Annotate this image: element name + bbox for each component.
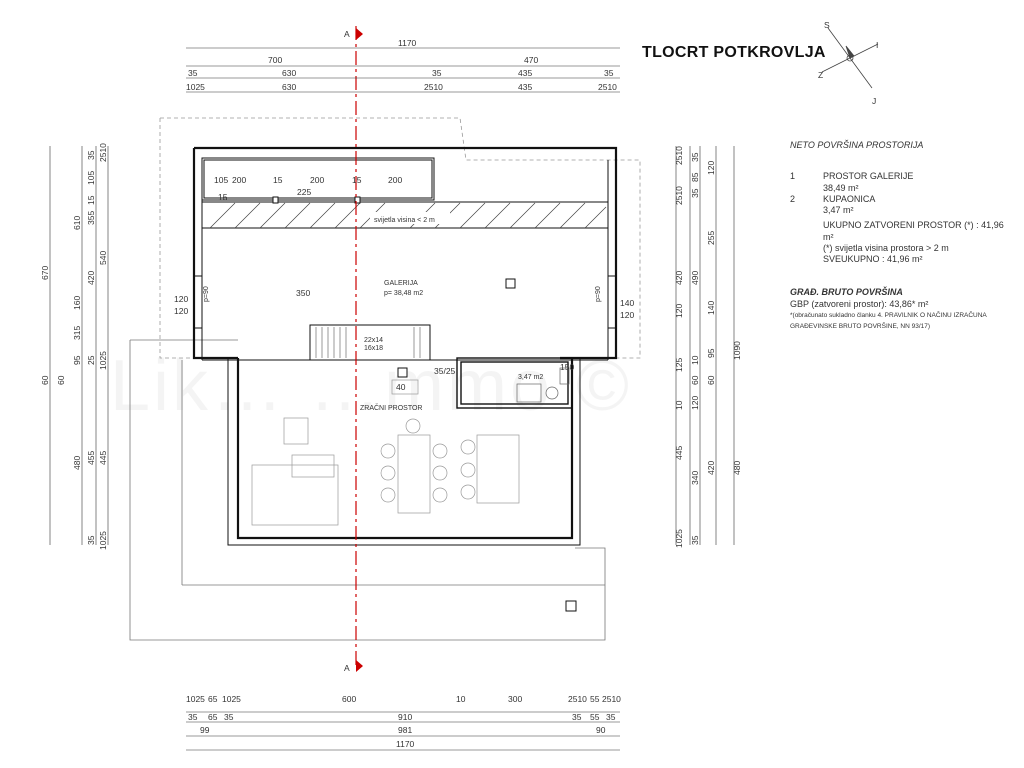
legend-num: 2 <box>790 193 796 204</box>
compass-w: Z <box>818 70 824 80</box>
legend-heading: NETO POVRŠINA PROSTORIJA <box>790 140 924 150</box>
dim: 2510 <box>568 694 587 704</box>
dim: 420 <box>706 460 716 475</box>
dim: 2510 <box>674 146 684 165</box>
dim: 255 <box>706 230 716 245</box>
bathroom <box>457 358 575 408</box>
dim: 35 <box>188 68 198 78</box>
dim: 65 <box>208 694 218 704</box>
drawing-title: TLOCRT POTKROVLJA <box>642 44 826 61</box>
dim: 10 <box>456 694 466 704</box>
dims-right <box>674 146 742 548</box>
window-left: p=90 <box>203 286 210 302</box>
dim: 2510 <box>424 82 443 92</box>
dim: 981 <box>398 725 413 735</box>
dim: 910 <box>398 712 413 722</box>
dim-top-b: 470 <box>524 55 539 65</box>
dim: 140 <box>620 298 635 308</box>
gbp-note-2: GRAĐEVINSKE BRUTO POVRŠINE, NN 93/17) <box>790 322 931 330</box>
dim: 60 <box>690 375 700 385</box>
dim: 85 <box>690 172 700 182</box>
section-marker-bottom: A <box>344 663 350 673</box>
dim: 90 <box>596 725 606 735</box>
height-note: svijetla visina < 2 m <box>374 217 435 224</box>
legend-note: (*) svijetla visina prostora > 2 m <box>823 242 949 253</box>
dim: 1170 <box>396 739 415 749</box>
dim: 2510 <box>674 186 684 205</box>
dim: 60 <box>56 375 66 385</box>
dim: 630 <box>282 68 297 78</box>
dim: 200 <box>232 175 247 185</box>
dim: 120 <box>620 310 635 320</box>
compass-icon <box>822 28 878 88</box>
legend-name: KUPAONICA <box>823 193 876 204</box>
dim: 125 <box>674 357 684 372</box>
dim: 435 <box>518 82 533 92</box>
dim: 300 <box>508 694 523 704</box>
dim: 40 <box>396 382 406 392</box>
dim: 1025 <box>186 82 205 92</box>
dim: 95 <box>72 355 82 365</box>
dim: 150 <box>560 362 575 372</box>
dim: 1025 <box>98 351 108 370</box>
dim: 200 <box>310 175 325 185</box>
legend-item <box>790 194 1015 205</box>
stairs-label: 22x14 <box>364 337 384 344</box>
dim: 35 <box>572 712 582 722</box>
dim: 95 <box>706 348 716 358</box>
dim: 435 <box>518 68 533 78</box>
dim: 1025 <box>222 694 241 704</box>
dim: 15 <box>352 175 362 185</box>
compass-s: J <box>872 96 877 106</box>
dim: 25 <box>86 355 96 365</box>
dim: 600 <box>342 694 357 704</box>
dim: 420 <box>674 270 684 285</box>
gallery-walls <box>194 148 616 358</box>
dim: 1025 <box>674 529 684 548</box>
gallery-area: p= 38,48 m2 <box>384 290 424 297</box>
dim: 65 <box>208 712 218 722</box>
dim: 610 <box>72 215 82 230</box>
dim: 480 <box>72 455 82 470</box>
dim: 35 <box>86 535 96 545</box>
dim: 540 <box>98 250 108 265</box>
gbp-note-1: *(obračunato sukladno članku 4. PRAVILNIK O NAČINU IZRAČUNA <box>790 311 987 319</box>
dim: 355 <box>86 210 96 225</box>
dim-top-total: 1170 <box>398 38 417 48</box>
dim: 1025 <box>98 531 108 550</box>
dim: 630 <box>282 82 297 92</box>
dim: 60 <box>706 375 716 385</box>
dim: 35 <box>606 712 616 722</box>
legend-area: 3,47 m² <box>823 205 854 215</box>
dim: 105 <box>214 175 229 185</box>
dim: 35 <box>690 152 700 162</box>
dim: 490 <box>690 270 700 285</box>
legend-num: 1 <box>790 171 796 182</box>
compass-e: I <box>876 40 879 50</box>
dim: 455 <box>86 450 96 465</box>
dim: 35 <box>86 150 96 160</box>
dim: 2510 <box>598 82 617 92</box>
legend-item <box>790 171 1015 182</box>
dim: 35 <box>224 712 234 722</box>
dim: 35 <box>188 712 198 722</box>
dim: 1090 <box>732 341 742 360</box>
dim: 2510 <box>98 143 108 162</box>
furniture <box>252 380 519 525</box>
gbp-value: GBP (zatvoreni prostor): 43,86* m² <box>790 298 929 309</box>
stairs-label-2: 16x18 <box>364 345 384 352</box>
dim: 120 <box>690 395 700 410</box>
dim: 120 <box>174 294 189 304</box>
dim: 60 <box>40 375 50 385</box>
dim: 315 <box>72 325 82 340</box>
dim: 445 <box>674 445 684 460</box>
section-line <box>356 26 363 672</box>
dim: 120 <box>706 160 716 175</box>
legend-total: SVEUKUPNO : 41,96 m² <box>823 254 923 264</box>
dim: 200 <box>388 175 403 185</box>
dim-top-a: 700 <box>268 55 283 65</box>
dim: 15 <box>273 175 283 185</box>
dim: 35 <box>690 188 700 198</box>
dim: 15 <box>218 192 228 202</box>
dim: 55 <box>590 712 600 722</box>
dim: 1025 <box>186 694 205 704</box>
dim: 480 <box>732 460 742 475</box>
airspace-label: ZRAČNI PROSTOR <box>360 405 423 412</box>
compass-n: S <box>824 20 830 30</box>
dim: 15 <box>86 195 96 205</box>
dim: 340 <box>690 470 700 485</box>
dim: 2510 <box>602 694 621 704</box>
dim: 10 <box>690 355 700 365</box>
compass-letters <box>818 20 878 106</box>
section-marker-top: A <box>344 29 350 39</box>
dim: 120 <box>674 303 684 318</box>
dim: 35 <box>604 68 614 78</box>
dims-top <box>186 38 617 92</box>
dim: 420 <box>86 270 96 285</box>
dim: 120 <box>174 306 189 316</box>
lower-roof <box>130 340 605 640</box>
dim: 140 <box>706 300 716 315</box>
legend-closed-total: UKUPNO ZATVORENI PROSTOR (*) : 41,96 m² <box>823 220 1004 242</box>
dim: 670 <box>40 265 50 280</box>
legend-name: PROSTOR GALERIJE <box>823 171 914 182</box>
dim: 105 <box>86 170 96 185</box>
roof-outline <box>160 118 640 358</box>
legend-area: 38,49 m² <box>823 182 859 193</box>
gross-heading: GRAĐ. BRUTO POVRŠINA <box>790 287 903 298</box>
dim: 160 <box>72 295 82 310</box>
bathroom-area: 3,47 m2 <box>518 374 544 381</box>
dim: 225 <box>297 187 312 197</box>
dim: 10 <box>674 400 684 410</box>
dim: 55 <box>590 694 600 704</box>
gallery-name: GALERIJA <box>384 280 418 287</box>
window-right: p=90 <box>595 286 602 302</box>
dim-350: 350 <box>296 288 311 298</box>
dim: 35 <box>690 535 700 545</box>
dim: 35 <box>432 68 442 78</box>
dims-bottom <box>186 694 621 749</box>
area-legend <box>790 140 1015 331</box>
dim: 445 <box>98 450 108 465</box>
dim: 35/25 <box>434 366 456 376</box>
dim: 99 <box>200 725 210 735</box>
